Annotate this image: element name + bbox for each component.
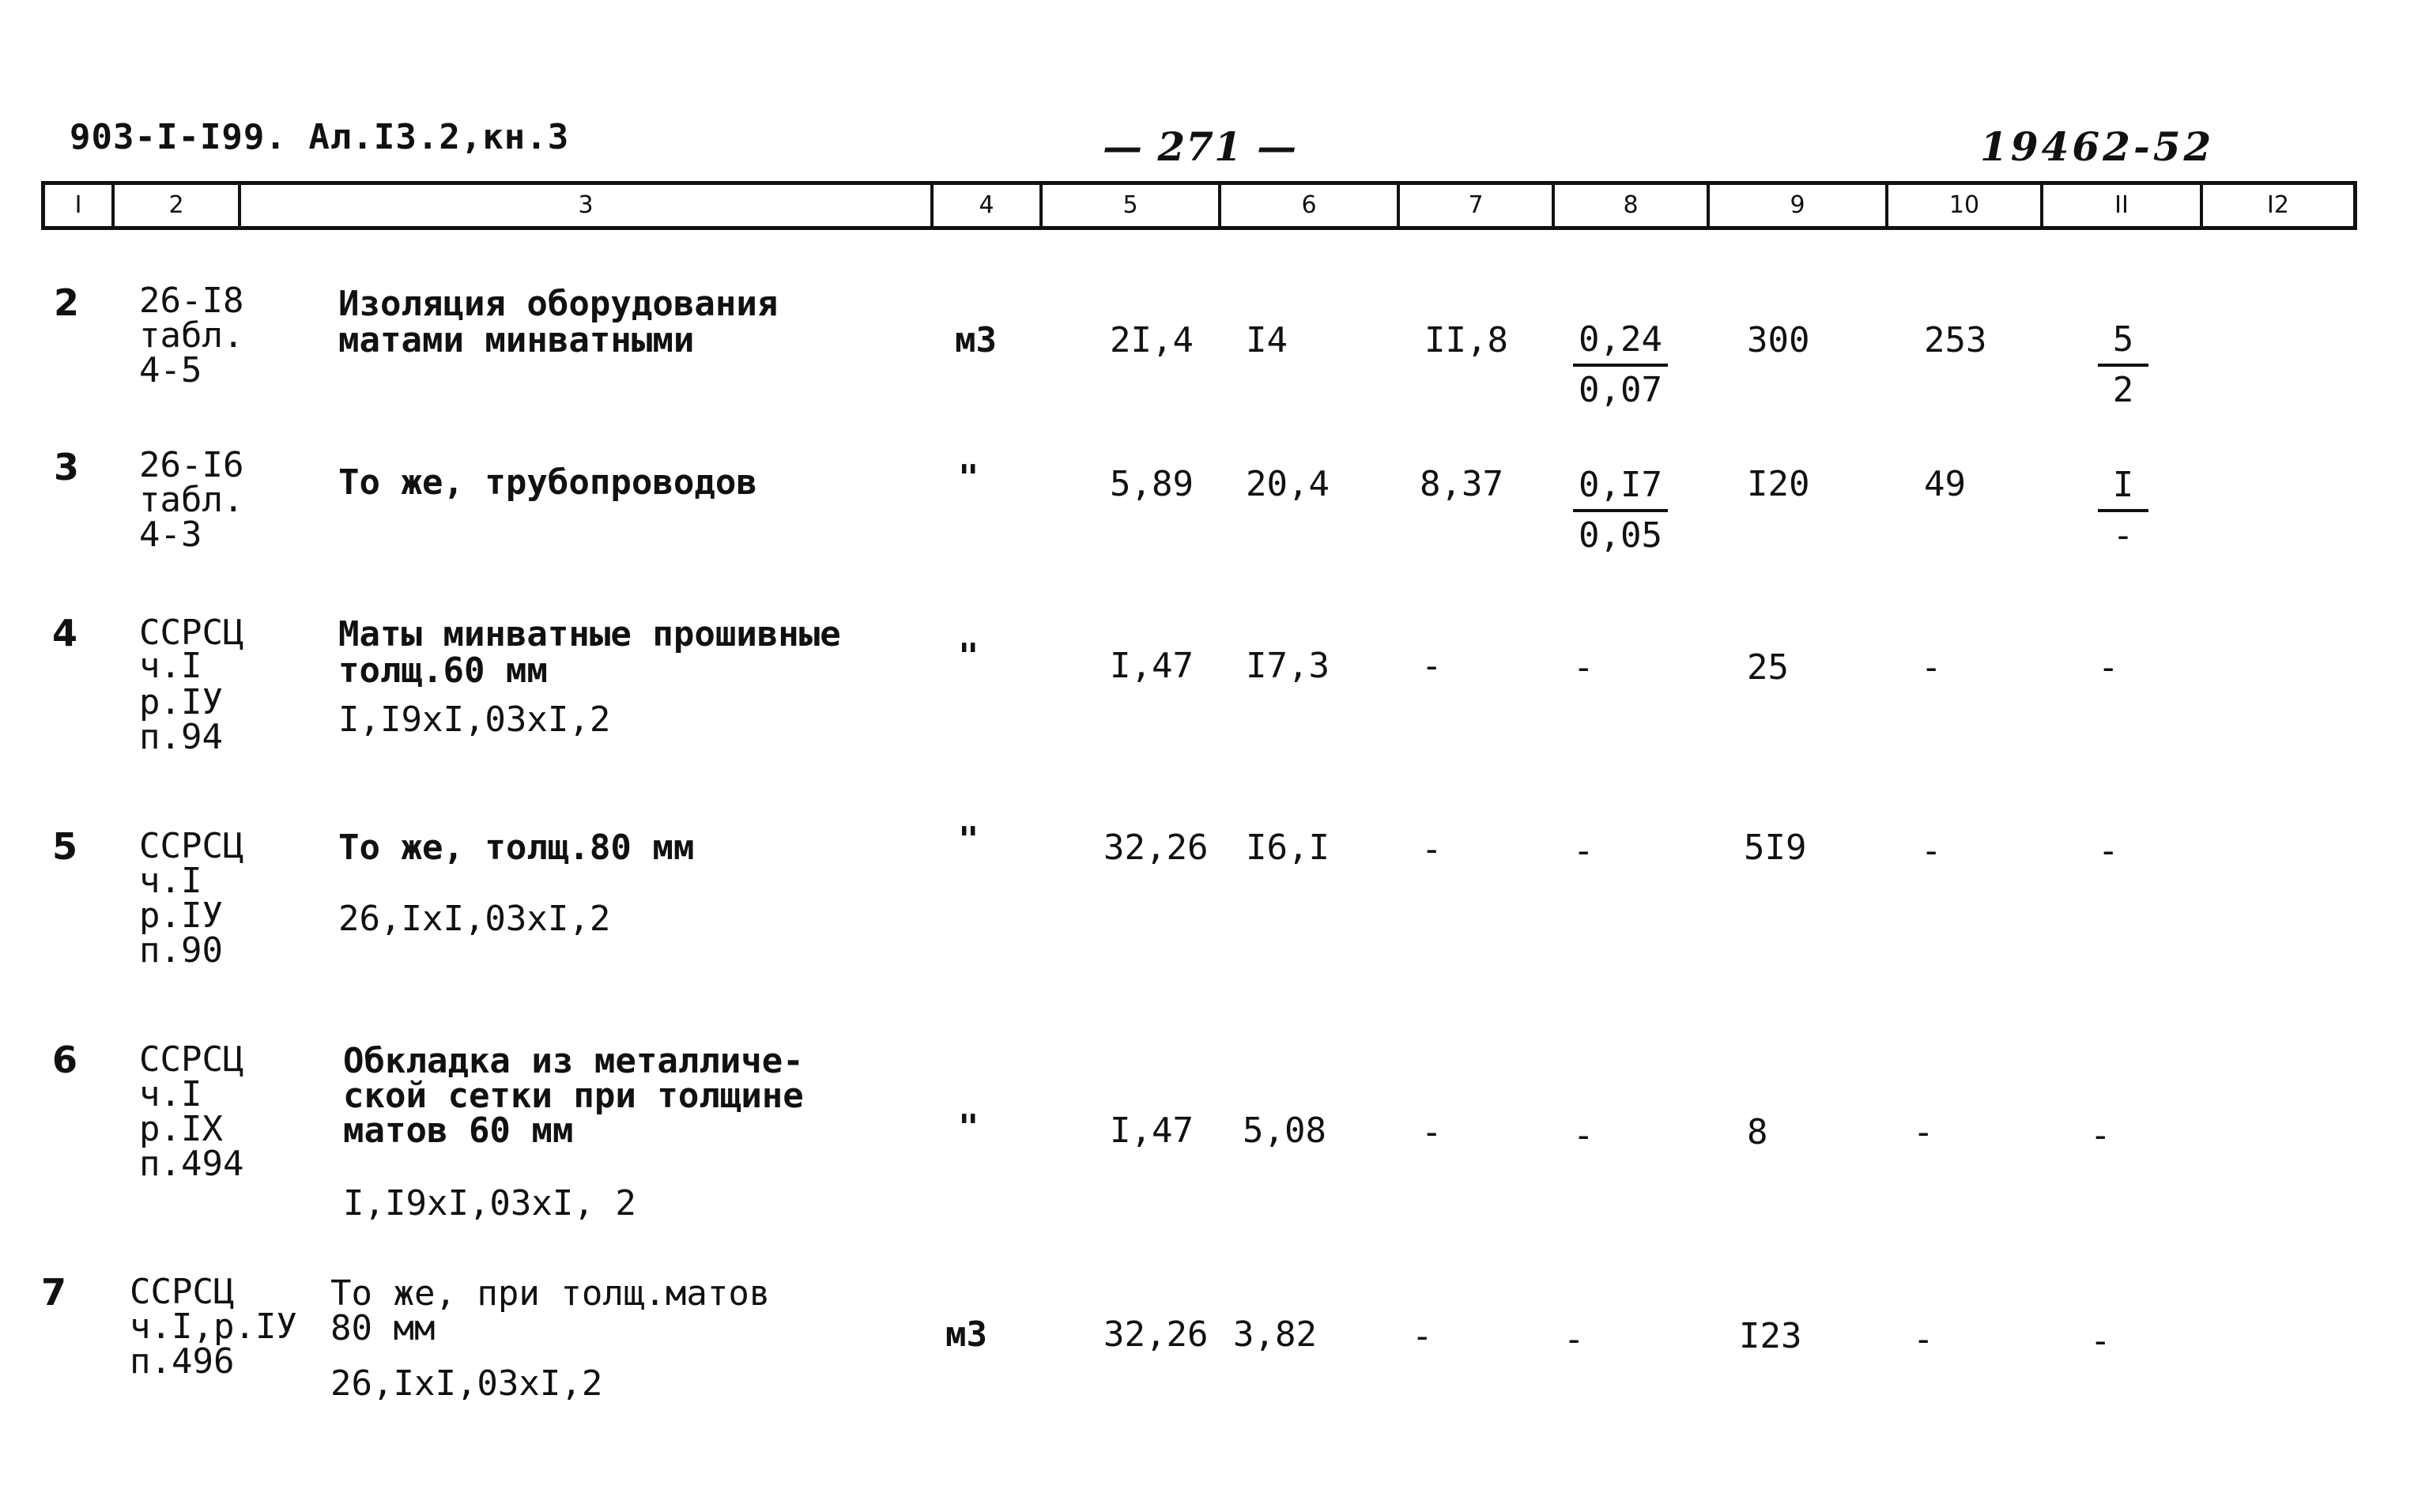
- norm-code-line: табл.: [139, 480, 244, 520]
- fraction-denominator: 0,07: [1579, 370, 1662, 410]
- work-name-line: То же, при толщ.матов: [330, 1273, 771, 1314]
- document-code: 903-I-I99. Ал.I3.2,кн.3: [70, 117, 570, 157]
- row-number: 4: [52, 612, 78, 654]
- norm-code-line: ч.I: [139, 861, 202, 901]
- col10-cell: -: [1913, 1112, 1934, 1152]
- norm-code-line: 26-I8: [139, 281, 244, 321]
- column-header: 2: [115, 185, 241, 226]
- column-header: 9: [1710, 185, 1888, 226]
- col6-cell: 5,08: [1243, 1110, 1326, 1151]
- col8-cell: -: [1564, 1319, 1585, 1359]
- unit-cell: м3: [945, 1314, 987, 1355]
- norm-code-line: п.90: [139, 930, 223, 971]
- norm-code-line: ч.I,р.IУ: [130, 1307, 297, 1347]
- unit-cell: ": [958, 1107, 979, 1148]
- col7-cell: -: [1421, 829, 1443, 869]
- fraction-cell: [2098, 462, 2148, 560]
- col9-cell: I20: [1747, 464, 1810, 504]
- column-header: 6: [1221, 185, 1400, 226]
- unit-cell: ": [958, 820, 979, 860]
- col7-cell: -: [1421, 1112, 1443, 1152]
- dimensions-line: 26,IхI,03хI,2: [330, 1363, 603, 1404]
- work-name-line: Изоляция оборудования: [338, 284, 779, 324]
- row-number: 5: [52, 825, 78, 868]
- col10-cell: 49: [1924, 464, 1966, 504]
- column-header: 8: [1555, 185, 1710, 226]
- col6-cell: 20,4: [1246, 464, 1330, 504]
- fraction-cell: [1573, 316, 1668, 414]
- col7-cell: 8,37: [1420, 464, 1503, 504]
- col8-cell: -: [1573, 831, 1594, 871]
- row-number: 3: [54, 446, 80, 488]
- col11-cell: -: [2090, 1115, 2111, 1156]
- dimensions-line: I,I9хI,03хI,2: [338, 699, 611, 740]
- norm-code-line: ССРСЦ: [130, 1272, 235, 1312]
- norm-code-line: ч.I: [139, 1074, 202, 1114]
- norm-code-line: п.496: [130, 1341, 235, 1382]
- fraction-denominator: 0,05: [1579, 515, 1662, 556]
- norm-code-line: 4-3: [139, 515, 202, 555]
- norm-code-line: р.IУ: [139, 682, 223, 722]
- col7-cell: II,8: [1424, 320, 1508, 360]
- quantity-cell: I,47: [1110, 1110, 1194, 1151]
- row-number: 6: [52, 1039, 78, 1081]
- col6-cell: I4: [1246, 320, 1288, 360]
- fraction-numerator: I: [2098, 462, 2148, 512]
- unit-cell: м3: [955, 320, 997, 360]
- work-name-line: 80 мм: [330, 1308, 436, 1348]
- work-name-line: ской сетки при толщине: [343, 1076, 804, 1116]
- fraction-denominator: 2: [2112, 370, 2134, 410]
- row-number: 7: [41, 1271, 67, 1314]
- quantity-cell: 5,89: [1110, 464, 1194, 504]
- col9-cell: 25: [1747, 647, 1789, 688]
- column-header: II: [2043, 185, 2203, 226]
- col6-cell: I6,I: [1246, 828, 1330, 868]
- unit-cell: ": [958, 458, 979, 498]
- col10-cell: -: [1913, 1319, 1934, 1359]
- quantity-cell: 2I,4: [1110, 320, 1194, 360]
- norm-code-line: ССРСЦ: [139, 613, 244, 653]
- column-header: 3: [241, 185, 934, 226]
- column-header: 10: [1888, 185, 2043, 226]
- column-header-row: [41, 181, 2357, 230]
- col7-cell: -: [1421, 646, 1443, 686]
- page-number: — 271 —: [1103, 123, 1298, 170]
- inventory-number: 19462-52: [1980, 123, 2215, 170]
- column-header: 4: [934, 185, 1043, 226]
- norm-code-line: 4-5: [139, 350, 202, 390]
- norm-code-line: р.IУ: [139, 896, 223, 936]
- quantity-cell: 32,26: [1103, 828, 1209, 868]
- col11-cell: -: [2098, 831, 2119, 871]
- work-name-line: матами минватными: [338, 320, 695, 360]
- col9-cell: I23: [1739, 1316, 1802, 1356]
- norm-code-line: ССРСЦ: [139, 1039, 244, 1080]
- col11-cell: -: [2098, 647, 2119, 688]
- row-number: 2: [54, 281, 80, 324]
- norm-code-line: табл.: [139, 315, 244, 356]
- col10-cell: -: [1921, 647, 1942, 688]
- dimensions-line: I,I9хI,03хI, 2: [343, 1183, 636, 1224]
- quantity-cell: 32,26: [1103, 1314, 1209, 1355]
- work-name-line: толщ.60 мм: [338, 650, 548, 691]
- quantity-cell: I,47: [1110, 646, 1194, 686]
- col11-cell: -: [2090, 1321, 2111, 1361]
- fraction-cell: [1573, 462, 1668, 560]
- col9-cell: 8: [1747, 1112, 1768, 1152]
- fraction-numerator: 0,I7: [1573, 462, 1668, 512]
- col6-cell: 3,82: [1233, 1314, 1317, 1355]
- fraction-numerator: 5: [2098, 316, 2148, 367]
- norm-code-line: п.94: [139, 717, 223, 757]
- column-header: I2: [2267, 191, 2289, 219]
- dimensions-line: 26,IхI,03хI,2: [338, 899, 611, 939]
- col8-cell: -: [1573, 1115, 1594, 1156]
- col10-cell: -: [1921, 831, 1942, 871]
- work-name-line: То же, трубопроводов: [338, 462, 757, 503]
- column-header: I: [45, 185, 115, 226]
- column-header: 5: [1043, 185, 1221, 226]
- work-name-line: То же, толщ.80 мм: [338, 828, 695, 868]
- norm-code-line: ССРСЦ: [139, 826, 244, 866]
- col7-cell: -: [1412, 1316, 1433, 1356]
- work-name-line: матов 60 мм: [343, 1110, 574, 1151]
- norm-code-line: п.494: [139, 1144, 244, 1184]
- norm-code-line: р.IХ: [139, 1109, 223, 1149]
- col8-cell: -: [1573, 647, 1594, 688]
- work-name-line: Обкладка из металличе-: [343, 1041, 804, 1081]
- fraction-cell: [2098, 316, 2148, 414]
- fraction-denominator: -: [2112, 515, 2134, 556]
- column-header: 7: [1400, 185, 1555, 226]
- fraction-numerator: 0,24: [1573, 316, 1668, 367]
- col6-cell: I7,3: [1246, 646, 1330, 686]
- norm-code-line: ч.I: [139, 646, 202, 686]
- col9-cell: 5I9: [1744, 828, 1807, 868]
- work-name-line: Маты минватные прошивные: [338, 614, 841, 654]
- norm-code-line: 26-I6: [139, 445, 244, 485]
- unit-cell: ": [958, 636, 979, 677]
- col9-cell: 300: [1747, 320, 1810, 360]
- col10-cell: 253: [1924, 320, 1987, 360]
